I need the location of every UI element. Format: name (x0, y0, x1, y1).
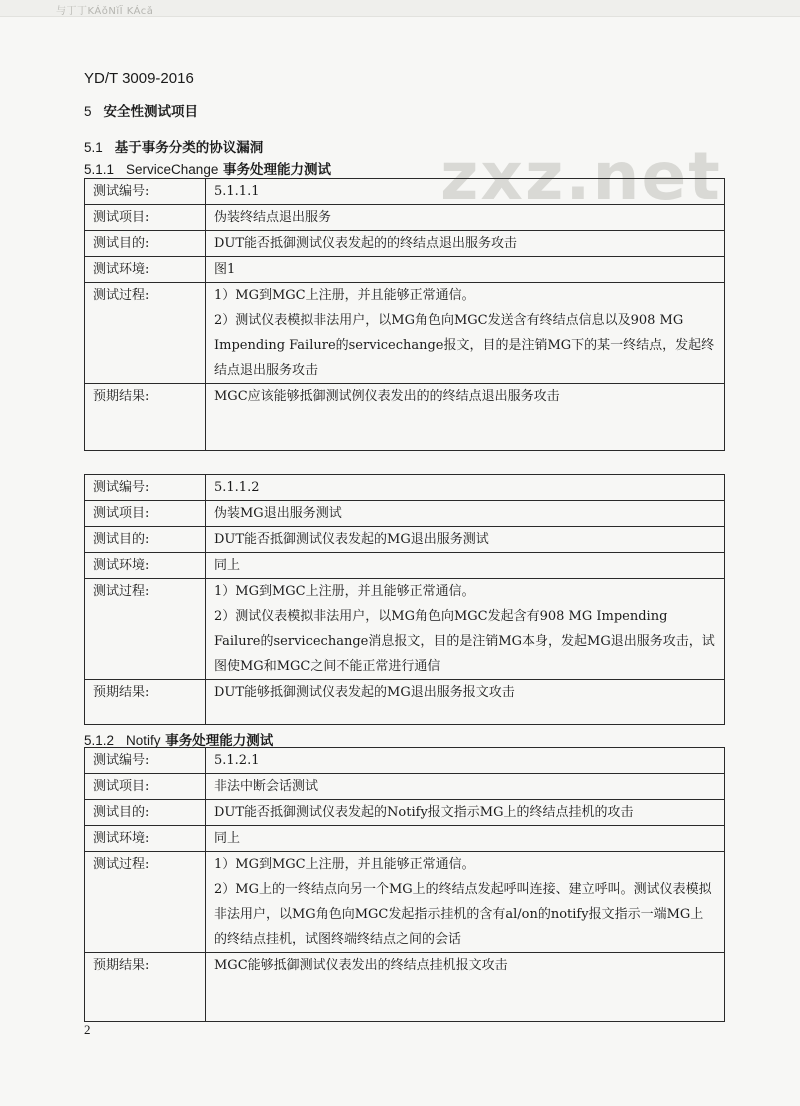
label-id: 测试编号: (85, 475, 206, 501)
table-row (85, 231, 725, 257)
process-step-2: 2）测试仪表模拟非法用户，以MG角色向MGC发起含有908 MG Impending Failure的servicechange消息报文，目的是注销MG本身，发起MG退出服务攻击，试图使MG和MGC之间不能正常进行通信 (214, 609, 715, 674)
label-purpose: 测试目的: (85, 527, 206, 553)
table-row (85, 257, 725, 283)
value-expected: MGC应该能够抵御测试例仪表发出的的终结点退出服务攻击 (206, 384, 725, 451)
label-item: 测试项目: (85, 774, 206, 800)
label-process: 测试过程: (85, 283, 206, 384)
label-env: 测试环境: (85, 826, 206, 852)
table-row (85, 579, 725, 680)
section-title-en: Notify (126, 733, 161, 748)
value-id: 5.1.2.1 (206, 748, 725, 774)
table-row (85, 283, 725, 384)
section-title: 事务处理能力测试 (223, 162, 332, 178)
table-row (85, 852, 725, 953)
label-id: 测试编号: (85, 748, 206, 774)
value-process (206, 579, 725, 680)
value-item: 伪装终结点退出服务 (206, 205, 725, 231)
section-number: 5 (84, 104, 92, 119)
section-title: 安全性测试项目 (103, 104, 199, 120)
value-process (206, 852, 725, 953)
label-env: 测试环境: (85, 257, 206, 283)
label-item: 测试项目: (85, 205, 206, 231)
section-5-heading (84, 100, 198, 120)
section-number: 5.1 (84, 140, 103, 155)
table-row (85, 205, 725, 231)
document-code: YD/T 3009-2016 (84, 70, 194, 87)
process-step-1: 1）MG到MGC上注册，并且能够正常通信。 (214, 288, 475, 303)
test-case-table-5-1-1-2 (84, 474, 725, 725)
value-item: 非法中断会话测试 (206, 774, 725, 800)
table-row (85, 475, 725, 501)
value-env: 同上 (206, 826, 725, 852)
watermark: zxz.net (440, 138, 722, 215)
value-expected: MGC能够抵御测试仪表发出的终结点挂机报文攻击 (206, 953, 725, 1022)
value-env: 图1 (206, 257, 725, 283)
table-row (85, 179, 725, 205)
value-env: 同上 (206, 553, 725, 579)
process-step-2: 2）测试仪表模拟非法用户，以MG角色向MGC发送含有终结点信息以及908 MG Impending Failure的servicechange报文，目的是注销MG下的某一终结点，发起终结点退出服务攻击 (214, 313, 715, 378)
table-row (85, 384, 725, 451)
table-row (85, 527, 725, 553)
section-5-1-1-heading (84, 158, 331, 178)
section-5-1-heading (84, 136, 263, 156)
value-id: 5.1.1.2 (206, 475, 725, 501)
table-row (85, 953, 725, 1022)
table-row (85, 680, 725, 725)
section-5-1-2-heading (84, 729, 273, 749)
value-purpose: DUT能否抵御测试仪表发起的Notify报文指示MG上的终结点挂机的攻击 (206, 800, 725, 826)
value-expected: DUT能够抵御测试仪表发起的MG退出服务报文攻击 (206, 680, 725, 725)
table-row (85, 826, 725, 852)
label-expected: 预期结果: (85, 680, 206, 725)
section-title: 基于事务分类的协议漏洞 (114, 140, 264, 156)
page-number: 2 (84, 1022, 91, 1037)
value-process (206, 283, 725, 384)
label-env: 测试环境: (85, 553, 206, 579)
section-number: 5.1.1 (84, 162, 115, 177)
value-item: 伪装MG退出服务测试 (206, 501, 725, 527)
value-purpose: DUT能否抵御测试仪表发起的MG退出服务测试 (206, 527, 725, 553)
table-row (85, 553, 725, 579)
label-id: 测试编号: (85, 179, 206, 205)
value-id: 5.1.1.1 (206, 179, 725, 205)
label-expected: 预期结果: (85, 384, 206, 451)
label-purpose: 测试目的: (85, 231, 206, 257)
label-expected: 预期结果: (85, 953, 206, 1022)
test-case-table-5-1-1-1 (84, 178, 725, 451)
scan-top-strip (0, 0, 800, 17)
table-row (85, 748, 725, 774)
label-process: 测试过程: (85, 579, 206, 680)
table-row (85, 800, 725, 826)
table-row (85, 774, 725, 800)
process-step-1: 1）MG到MGC上注册，并且能够正常通信。 (214, 584, 475, 599)
value-purpose: DUT能否抵御测试仪表发起的的终结点退出服务攻击 (206, 231, 725, 257)
section-title-en: ServiceChange (126, 162, 219, 177)
table-row (85, 501, 725, 527)
section-title: 事务处理能力测试 (165, 733, 274, 749)
label-process: 测试过程: (85, 852, 206, 953)
section-number: 5.1.2 (84, 733, 115, 748)
label-purpose: 测试目的: (85, 800, 206, 826)
process-step-2: 2）MG上的一终结点向另一个MG上的终结点发起呼叫连接、建立呼叫。测试仪表模拟非法用户，以MG角色向MGC发起指示挂机的含有al/on的notify报文指示一端MG上的终结点挂机，试图终端终结点之间的会话 (214, 882, 712, 947)
label-item: 测试项目: (85, 501, 206, 527)
process-step-1: 1）MG到MGC上注册，并且能够正常通信。 (214, 857, 475, 872)
scan-noise-text: 与丁丁KÁǒNĭΪ KÁcǎ (56, 6, 154, 17)
test-case-table-5-1-2-1 (84, 747, 725, 1022)
